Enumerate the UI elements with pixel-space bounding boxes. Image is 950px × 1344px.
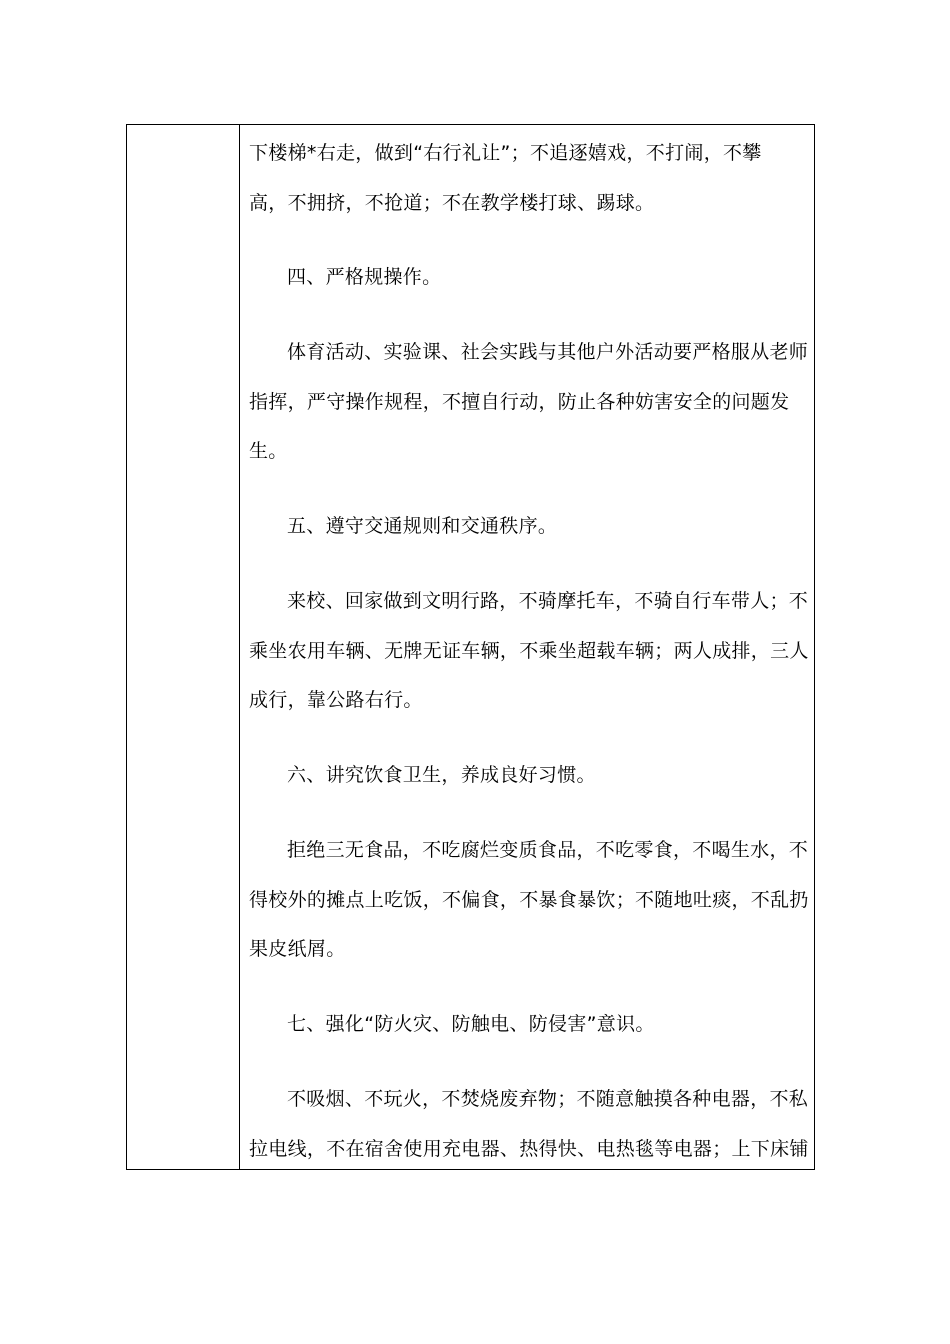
section-heading-4: 四、严格规操作。 bbox=[287, 266, 442, 288]
section-heading-5: 五、遵守交通规则和交通秩序。 bbox=[287, 515, 558, 537]
table-content-cell bbox=[240, 125, 814, 1169]
text-line: 高，不拥挤，不抢道；不在教学楼打球、踢球。 bbox=[249, 192, 655, 214]
text-line: 拒绝三无食品，不吃腐烂变质食品，不吃零食，不喝生水，不 bbox=[287, 839, 809, 861]
text-line: 得校外的摊点上吃饭，不偏食，不暴食暴饮；不随地吐痰，不乱扔 bbox=[249, 889, 809, 911]
text-line: 指挥，严守操作规程，不擅自行动，防止各种妨害安全的问题发 bbox=[249, 391, 790, 413]
text-line: 下楼梯*右走，做到“右行礼让”；不追逐嬉戏，不打闹，不攀 bbox=[249, 142, 762, 164]
text-line: 不吸烟、不玩火，不焚烧废弃物；不随意触摸各种电器，不私 bbox=[287, 1088, 809, 1110]
document-table bbox=[126, 124, 815, 1170]
section-heading-7: 七、强化“防火灾、防触电、防侵害”意识。 bbox=[287, 1013, 655, 1035]
text-line: 果皮纸屑。 bbox=[249, 938, 346, 960]
text-line: 成行，靠公路右行。 bbox=[249, 689, 423, 711]
text-line: 来校、回家做到文明行路，不骑摩托车，不骑自行车带人；不 bbox=[287, 590, 809, 612]
text-line: 拉电线，不在宿舍使用充电器、热得快、电热毯等电器；上下床铺 bbox=[249, 1138, 809, 1160]
text-line: 体育活动、实验课、社会实践与其他户外活动要严格服从老师 bbox=[287, 341, 809, 363]
text-line: 生。 bbox=[249, 440, 288, 462]
text-line: 乘坐农用车辆、无牌无证车辆，不乘坐超载车辆；两人成排，三人 bbox=[249, 640, 809, 662]
section-heading-6: 六、讲究饮食卫生，养成良好习惯。 bbox=[287, 764, 596, 786]
table-left-cell bbox=[127, 125, 240, 1169]
